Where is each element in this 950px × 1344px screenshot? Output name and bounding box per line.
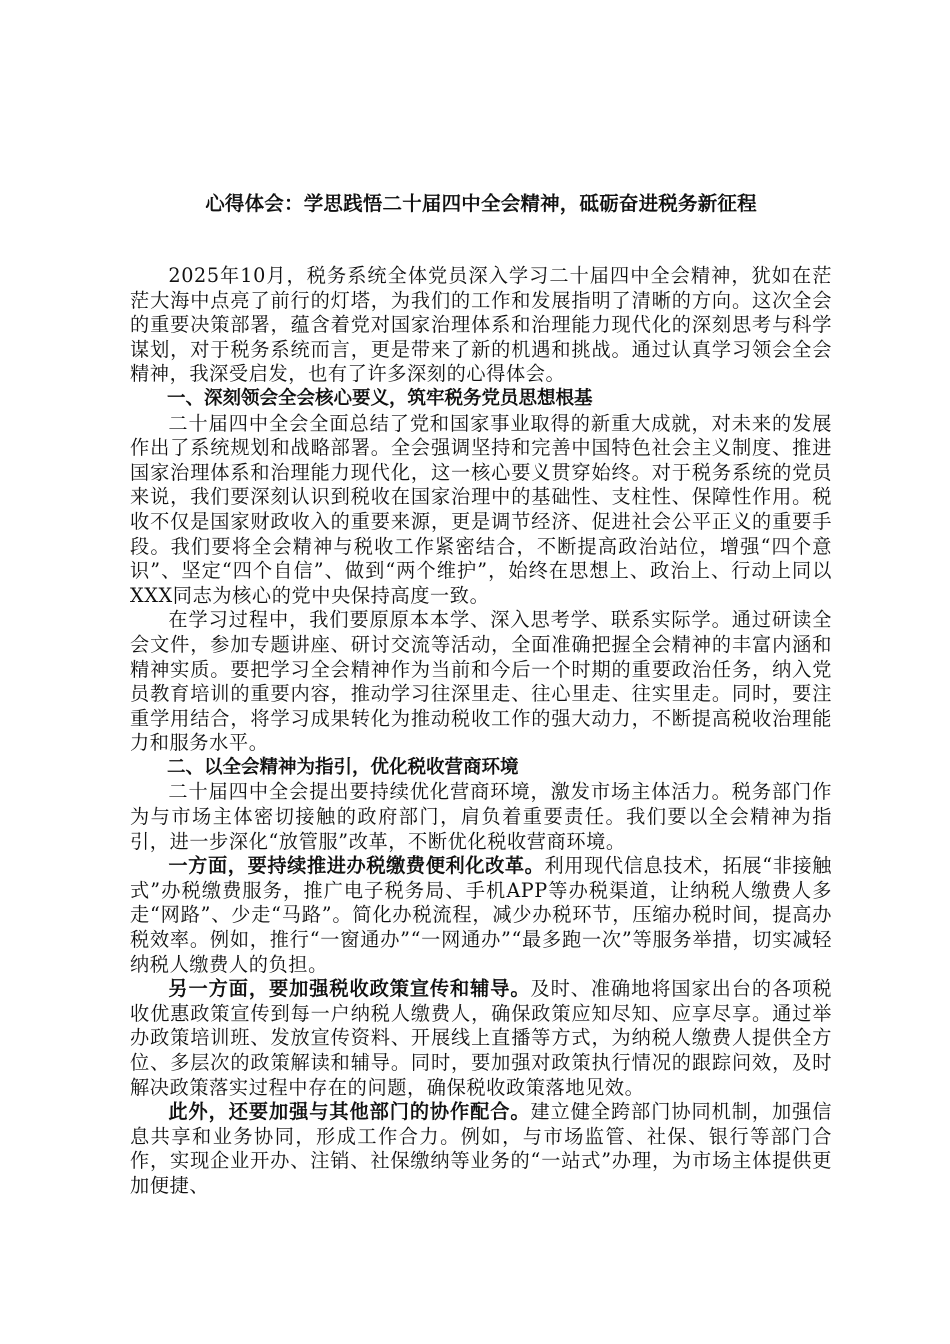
- section-2-paragraph-2: [130, 854, 832, 977]
- document-page: [130, 190, 832, 1199]
- section-2-paragraph-3: [130, 977, 832, 1100]
- paragraph-text: 二十届四中全会提出要持续优化营商环境，激发市场主体活力。税务部门作为与市场主体密切接触的政府部门，肩负着重要责任。我们要以全会精神为指引，进一步深化“放管服”改革，不断优化税收营商环境。: [130, 780, 832, 853]
- section-2-paragraph-4: [130, 1100, 832, 1198]
- section-2-paragraph-1: [130, 780, 832, 854]
- section-2-heading: 二、以全会精神为指引，优化税收营商环境: [167, 756, 519, 778]
- paragraph-text: 二十届四中全会全面总结了党和国家事业取得的新重大成就，对未来的发展作出了系统规划和战略部署。全会强调坚持和完善中国特色社会主义制度、推进国家治理体系和治理能力现代化，这一核心要义贯穿始终。对于税务系统的党员来说，我们要深刻认识到税收在国家治理中的基础性、支柱性、保障性作用。税收不仅是国家财政收入的重要来源，更是调节经济、促进社会公平正义的重要手段。我们要将全会精神与税收工作紧密结合，不断提高政治站位，增强“四个意识”、坚定“四个自信”、做到“两个维护”，始终在思想上、政治上、行动上同以XXX同志为核心的党中央保持高度一致。: [130, 411, 832, 607]
- document-title: 心得体会：学思践悟二十届四中全会精神，砥砺奋进税务新征程: [205, 192, 757, 215]
- section-1-paragraph-2: [130, 608, 832, 756]
- paragraph-text: 利用现代信息技术，拓展“非接触式”办税缴费服务，推广电子税务局、手机APP等办税渠道，让纳税人缴费人多走“网路”、少走“马路”。简化办税流程，减少办税环节，压缩办税时间，提高办税效率。例如，推行“一窗通办”“一网通办”“最多跑一次”等服务举措，切实减轻纳税人缴费人的负担。: [130, 854, 833, 976]
- paragraph-text: 及时、准确地将国家出台的各项税收优惠政策宣传到每一户纳税人缴费人，确保政策应知尽知、应享尽享。通过举办政策培训班、发放宣传资料、开展线上直播等方式，为纳税人缴费人提供全方位、多层次的政策解读和辅导。同时，要加强对政策执行情况的跟踪问效，及时解决政策落实过程中存在的问题，确保税收政策落地见效。: [130, 977, 833, 1099]
- section-1-paragraph-1: [130, 412, 832, 609]
- paragraph-lead: 此外，还要加强与其他部门的协作配合。: [168, 1100, 531, 1124]
- paragraph-lead: 一方面，要持续推进办税缴费便利化改革。: [168, 854, 545, 878]
- section-1-heading: 一、深刻领会全会核心要义，筑牢税务党员思想根基: [167, 387, 593, 409]
- intro-paragraph: 2025年10月，税务系统全体党员深入学习二十届四中全会精神，犹如在茫茫大海中点亮了前行的灯塔，为我们的工作和发展指明了清晰的方向。这次全会的重要决策部署，蕴含着党对国家治理体系和治理能力现代化的深刻思考与科学谋划，对于税务系统而言，更是带来了新的机遇和挑战。通过认真学习领会全会精神，我深受启发，也有了许多深刻的心得体会。: [130, 264, 832, 386]
- paragraph-text: 建立健全跨部门协同机制，加强信息共享和业务协同，形成工作合力。例如，与市场监管、社保、银行等部门合作，实现企业开办、注销、社保缴纳等业务的“一站式”办理，为市场主体提供更加便捷、: [130, 1100, 833, 1197]
- paragraph-lead: 另一方面，要加强税收政策宣传和辅导。: [168, 977, 531, 1001]
- paragraph-text: 在学习过程中，我们要原原本本学、深入思考学、联系实际学。通过研读全会文件，参加专题讲座、研讨交流等活动，全面准确把握全会精神的丰富内涵和精神实质。要把学习全会精神作为当前和今后一个时期的重要政治任务，纳入党员教育培训的重要内容，推动学习往深里走、往心里走、往实里走。同时，要注重学用结合，将学习成果转化为推动税收工作的强大动力，不断提高税收治理能力和服务水平。: [130, 608, 832, 755]
